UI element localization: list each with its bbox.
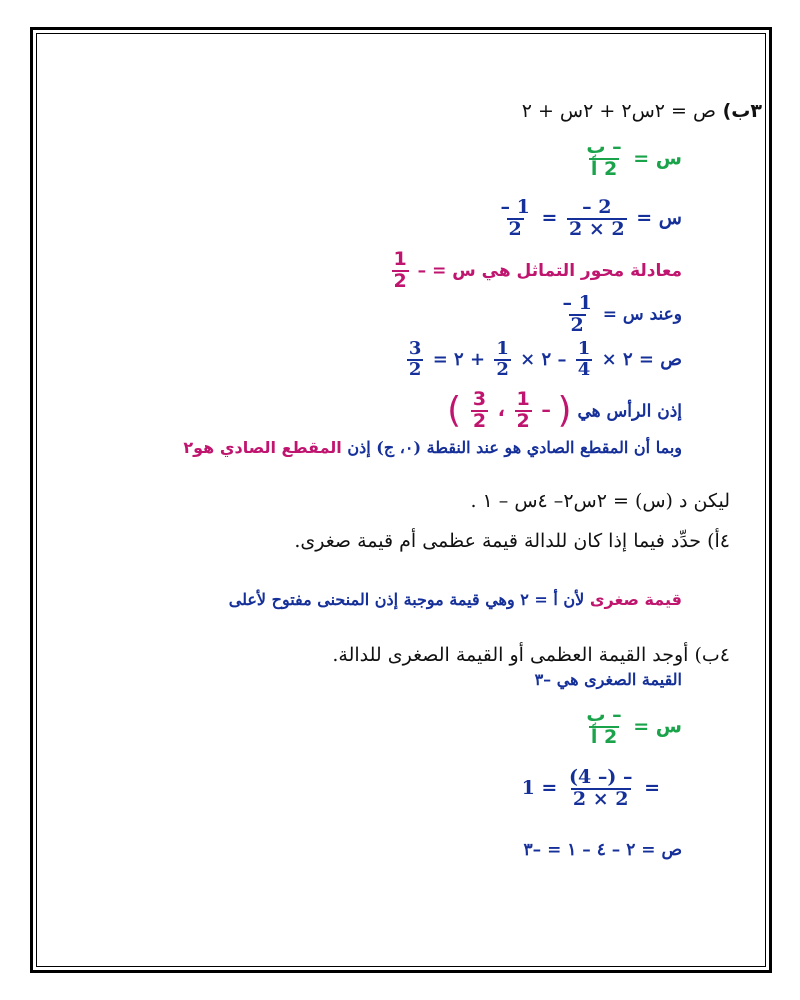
q4b-vf-var: س = — [633, 715, 682, 738]
q4b-vf-fraction — [584, 706, 623, 748]
q3b-x-eq: = — [541, 206, 558, 229]
q3b-at-x-fraction — [560, 294, 593, 336]
q3b-x-d1: 2 × 2 — [569, 217, 625, 240]
q4b-calc-fraction — [567, 768, 634, 810]
q4b-y-calc: ص = ٢ – ٤ – ١ = –٣ — [523, 840, 682, 860]
q3b-vertex-n1: 1 — [516, 388, 530, 410]
q4a-ans-part2: لأن أ = ٢ وهي قيمة موجبة إذن المنحنى مفتوح لأعلى — [228, 590, 585, 609]
q3b-vertex-y — [471, 390, 488, 432]
q3b-line — [522, 100, 762, 122]
q3b-vertex-x — [515, 390, 532, 432]
q3b-x-d2: 2 — [508, 217, 522, 240]
q4b-calc-den: 2 × 2 — [572, 787, 629, 810]
q3b-x-n2: 1 – — [500, 196, 530, 218]
q4b-vf-den: 2 أ — [590, 725, 618, 748]
q3b-at-x-den: 2 — [570, 313, 584, 336]
q3b-equation: ص = ٢س٢ + ٢س + ٢ — [521, 100, 716, 122]
q3b-axis-expr: س = – — [417, 260, 476, 281]
q3b-y-f2n: 1 — [496, 338, 509, 359]
q3b-label: ٣ب) — [722, 100, 762, 122]
q3b-vertex-n2: 3 — [472, 388, 487, 410]
q3b-vf-den: 2 أ — [590, 157, 618, 180]
q3b-y-frac2 — [494, 340, 511, 380]
q3b-x-var: س = — [636, 206, 682, 229]
q4b-calc-num: – (– 4) — [568, 766, 633, 788]
q3b-axis-fraction — [392, 250, 409, 292]
q3b-vertex-line — [447, 390, 682, 432]
q3b-axis-text: معادلة محور التماثل هي — [481, 260, 682, 281]
q4b-question: ٤ب) أوجد القيمة العظمى أو القيمة الصغرى للدالة. — [332, 644, 730, 666]
q4a-ans-part1: قيمة صغرى — [589, 590, 682, 609]
q3b-y-rd: 2 — [408, 358, 422, 380]
q3b-y-f1d: 4 — [577, 358, 591, 380]
q4b-min-text: القيمة الصغرى هي –٣ — [534, 670, 682, 689]
q3b-vertex-d1: 2 — [516, 409, 530, 432]
q3b-x-frac2 — [498, 198, 531, 240]
q3b-y-plus: + ٢ = — [432, 348, 486, 370]
q3b-vertex-point: ( – $\frac{1}{2}$ ، $\frac{3}{2}$ ) — [447, 388, 572, 432]
q3b-vertex-text: إذن الرأس هي — [577, 401, 682, 422]
q4a-question: ٤أ) حدِّد فيما إذا كان للدالة قيمة عظمى أم قيمة صغرى. — [294, 530, 730, 552]
q3b-yint-text2: المقطع الصادي هو٢ — [183, 438, 342, 457]
q3b-y-f2d: 2 — [496, 358, 509, 380]
q3b-axis-den: 2 — [393, 269, 407, 292]
q3b-vertex-formula — [581, 138, 682, 180]
q3b-y-f1n: 1 — [577, 338, 591, 359]
q3b-vf-num: – ب — [586, 136, 622, 158]
q3b-y-start: ص = ٢ × — [601, 348, 682, 370]
q3b-y-rn: 3 — [408, 338, 422, 359]
q3b-yint-text1: وبما أن المقطع الصادي هو عند النقطة (٠، ج) إذن — [347, 438, 682, 457]
problem-intro: ليكن د (س) = ٢س٢– ٤س – ١ . — [470, 490, 730, 512]
q3b-vertex-d2: 2 — [472, 409, 487, 432]
q3b-y-frac1 — [576, 340, 593, 380]
q3b-at-x-text: وعند س = — [602, 304, 682, 325]
q3b-yint-line — [183, 438, 682, 457]
q3b-x-calc — [495, 198, 682, 240]
q4b-vertex-formula — [581, 706, 682, 748]
q4b-calc-res: = 1 — [521, 776, 558, 799]
q4b-calc — [522, 768, 660, 810]
q4b-vf-num: – ب — [586, 704, 622, 726]
q3b-y-mid: – ٢ × — [520, 348, 567, 370]
q3b-y-result — [407, 340, 424, 380]
q3b-axis-line — [389, 250, 683, 292]
q3b-at-x-line — [557, 294, 682, 336]
q3b-y-calc — [404, 340, 682, 380]
q3b-vf-var: س = — [633, 147, 682, 170]
q3b-vf-fraction — [584, 138, 623, 180]
q4a-answer — [229, 590, 682, 609]
q3b-axis-num: 1 — [393, 248, 407, 270]
q3b-x-n1: 2 – — [582, 196, 612, 218]
q4b-calc-eq: = — [644, 776, 660, 799]
q3b-at-x-num: 1 – — [562, 292, 592, 314]
q3b-x-frac1 — [567, 198, 627, 240]
